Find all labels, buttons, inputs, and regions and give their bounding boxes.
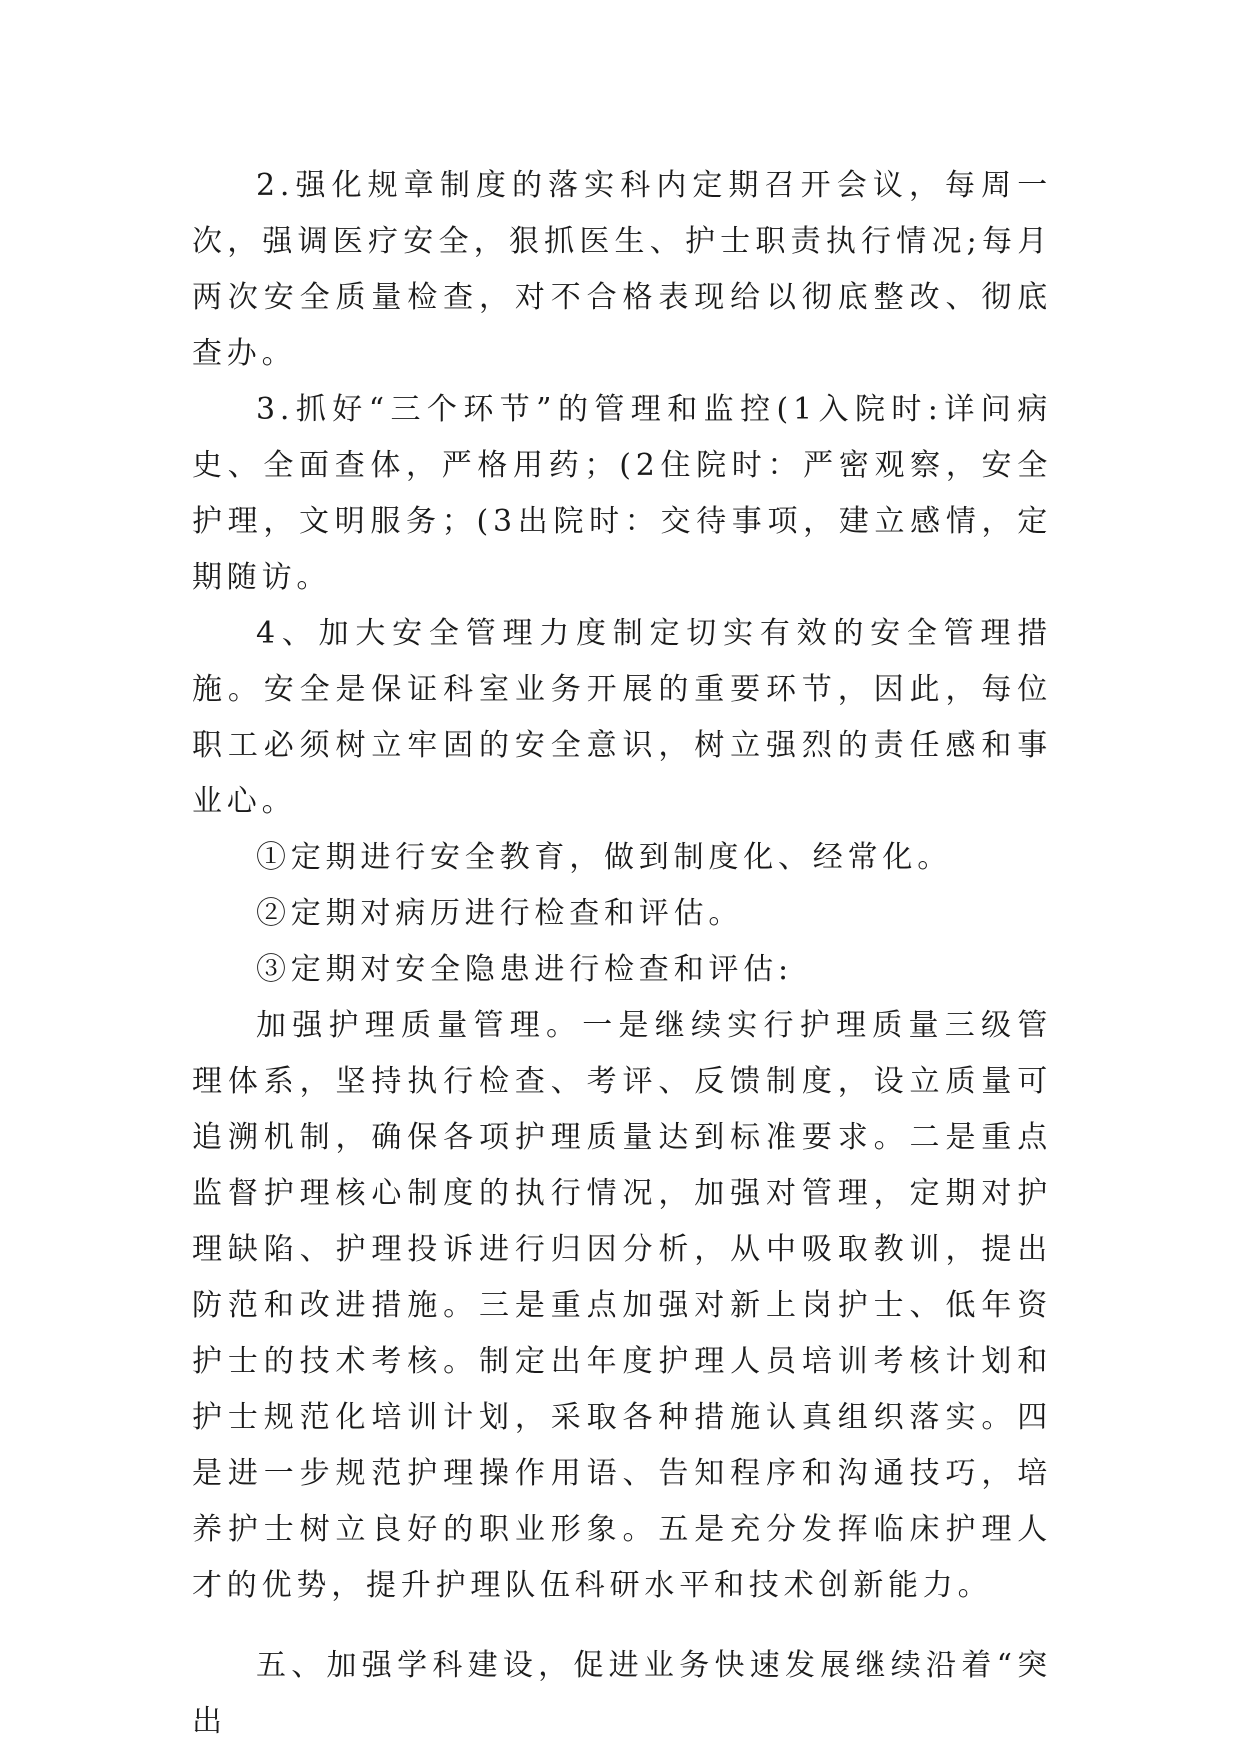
paragraph-three-stages: 3.抓好“三个环节”的管理和监控(1入院时:详问病史、全面查体，严格用药；(2住院时：严密观察，安全护理，文明服务；(3出院时：交待事项，建立感情，定期随访。: [192, 392, 1052, 595]
paragraph-nursing-quality: 加强护理质量管理。一是继续实行护理质量三级管理体系，坚持执行检查、考评、反馈制度，设立质量可追溯机制，确保各项护理质量达到标准要求。二是重点监督护理核心制度的执行情况，加强对管理，定期对护理缺陷、护理投诉进行归因分析，从中吸取教训，提出防范和改进措施。三是重点加强对新上岗护士、低年资护士的技术考核。制定出年度护理人员培训考核计划和护士规范化培训计划，采取各种措施认真组织落实。四是进一步规范护理操作用语、告知程序和沟通技巧，培养护士树立良好的职业形象。五是充分发挥临床护理人才的优势，提升护理队伍科研水平和技术创新能力。: [192, 1008, 1052, 1603]
section-heading-discipline: 五、加强学科建设，促进业务快速发展继续沿着“突出: [192, 1648, 1052, 1739]
paragraph-safety-management: 4、加大安全管理力度制定切实有效的安全管理措施。安全是保证科室业务开展的重要环节，因此，每位职工必须树立牢固的安全意识，树立强烈的责任感和事业心。: [192, 616, 1052, 819]
list-item-record-review: ②定期对病历进行检查和评估。: [256, 896, 744, 931]
document-body: [192, 158, 1052, 1750]
list-item-hazard-review: ③定期对安全隐患进行检查和评估:: [256, 952, 793, 987]
list-item-safety-education: ①定期进行安全教育，做到制度化、经常化。: [256, 840, 952, 875]
paragraph-regulations: 2.强化规章制度的落实科内定期召开会议，每周一次，强调医疗安全，狠抓医生、护士职责执行情况;每月两次安全质量检查，对不合格表现给以彻底整改、彻底查办。: [192, 168, 1052, 371]
